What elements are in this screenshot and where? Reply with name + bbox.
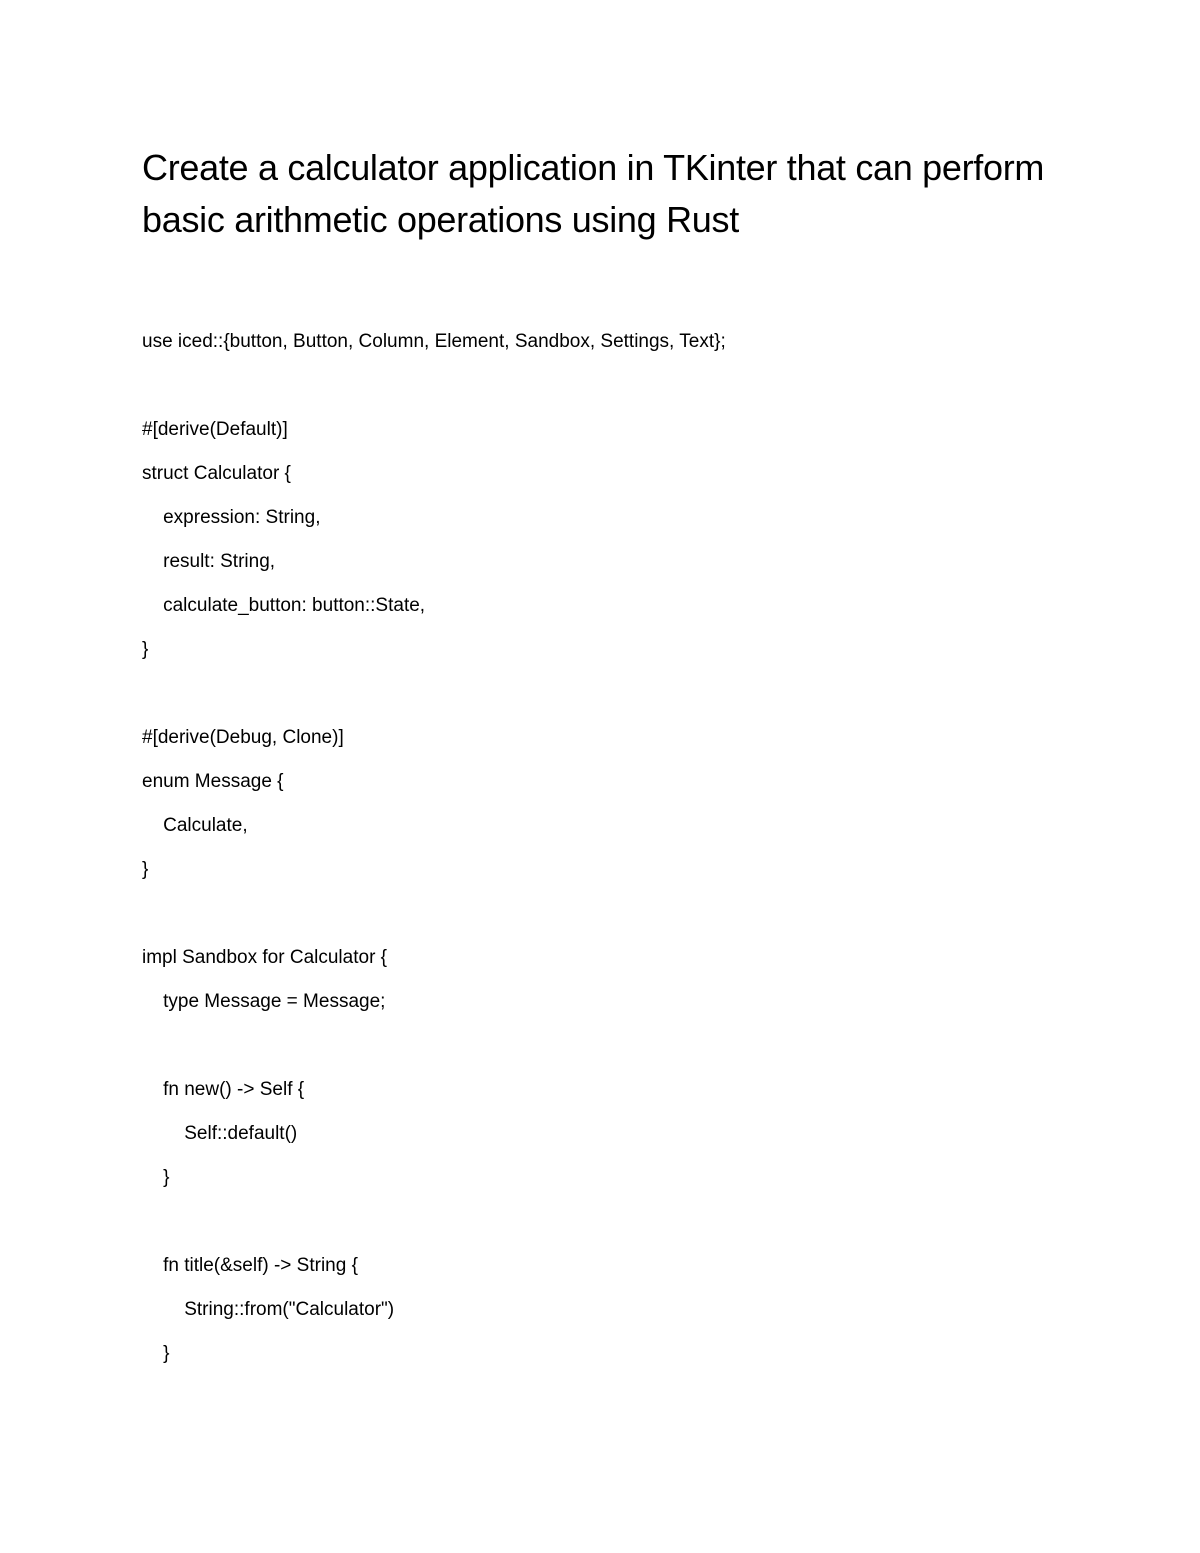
code-line-impl: impl Sandbox for Calculator { [142, 947, 388, 968]
code-line-fn-new-close: } [142, 1167, 170, 1188]
code-line-string-from: String::from("Calculator") [142, 1299, 395, 1320]
code-line-type-message: type Message = Message; [142, 991, 386, 1012]
code-line-fn-new: fn new() -> Self { [142, 1079, 305, 1100]
code-line-variant-calculate: Calculate, [142, 815, 248, 836]
code-line-fn-title-close: } [142, 1343, 170, 1364]
code-line-fn-title: fn title(&self) -> String { [142, 1255, 358, 1276]
code-line-struct: struct Calculator { [142, 463, 291, 484]
code-line-field-result: result: String, [142, 551, 276, 572]
code-line-derive-default: #[derive(Default)] [142, 419, 288, 440]
code-block [142, 0, 1102, 1553]
code-line-field-expression: expression: String, [142, 507, 321, 528]
code-line-field-button: calculate_button: button::State, [142, 595, 426, 616]
code-line-enum-close: } [142, 859, 149, 880]
document-title: Create a calculator application in TKinter that can perform basic arithmetic operations using Rust [142, 147, 1045, 240]
code-line-struct-close: } [142, 639, 149, 660]
code-line-derive-debug: #[derive(Debug, Clone)] [142, 727, 344, 748]
code-line-self-default: Self::default() [142, 1123, 298, 1144]
code-line-use: use iced::{button, Button, Column, Element, Sandbox, Settings, Text}; [142, 331, 726, 352]
code-line-enum: enum Message { [142, 771, 284, 792]
